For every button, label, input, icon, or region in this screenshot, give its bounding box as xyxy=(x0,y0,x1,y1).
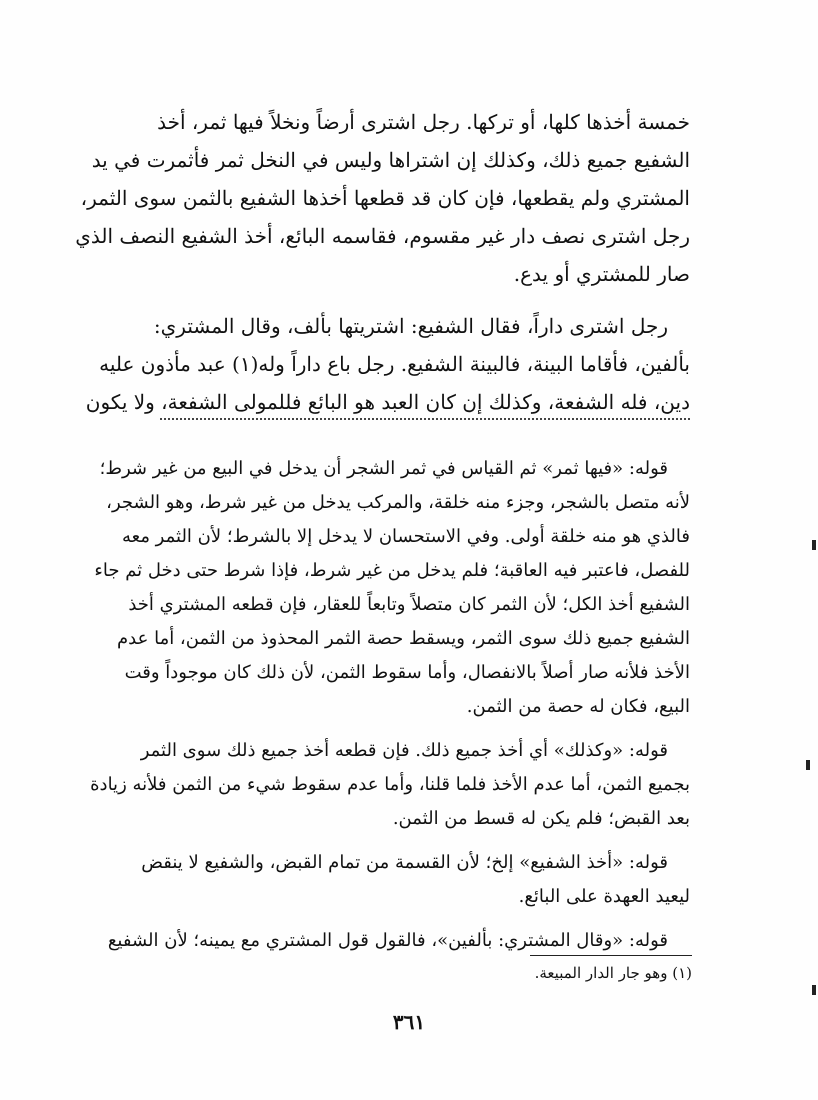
text-line: قوله: «وكذلك» أي أخذ جميع ذلك. فإن قطعه أخذ جميع ذلك سوى الثمر xyxy=(140,740,668,761)
text-line: البيع، فكان له حصة من الثمن. xyxy=(466,696,690,717)
footnote-rule xyxy=(530,955,692,956)
footnote: (١) وهو جار الدار المبيعة. xyxy=(534,964,692,982)
commentary-paragraph-3 xyxy=(141,846,690,914)
section-divider xyxy=(160,418,690,420)
text-line: للفصل، فاعتبر فيه العاقبة؛ فلم يدخل من غير شرط، فإذا شرط حتى دخل ثم جاء xyxy=(94,560,690,581)
text-line: رجل اشترى داراً، فقال الشفيع: اشتريتها بألف، وقال المشتري: xyxy=(153,314,668,338)
text-line: فالذي هو منه خلقة أولى. وفي الاستحسان لا يدخل إلا بالشرط؛ لأن الثمر معه xyxy=(121,526,690,547)
commentary-paragraph-4 xyxy=(107,924,690,958)
text-line: الأخذ فلأنه صار أصلاً بالانفصال، وأما سقوط الثمن، لأن ذلك كان موجوداً وقت xyxy=(124,662,690,683)
main-paragraph-2 xyxy=(85,307,690,421)
text-line: ليعيد العهدة على البائع. xyxy=(518,886,690,907)
text-line: المشتري ولم يقطعها، فإن كان قد قطعها أخذها الشفيع بالثمن سوى الثمر، xyxy=(80,186,690,210)
text-line: دين، فله الشفعة، وكذلك إن كان العبد هو البائع فللمولى الشفعة، ولا يكون xyxy=(85,390,690,414)
scan-edge-mark xyxy=(812,985,816,995)
text-line: قوله: «أخذ الشفيع» إلخ؛ لأن القسمة من تمام القبض، والشفيع لا ينقض xyxy=(141,852,668,873)
text-line: قوله: «فيها ثمر» ثم القياس في ثمر الشجر أن يدخل في البيع من غير شرط؛ xyxy=(99,458,668,479)
text-line: قوله: «وقال المشتري: بألفين»، فالقول قول المشتري مع يمينه؛ لأن الشفيع xyxy=(107,930,668,951)
commentary-paragraph-1 xyxy=(94,452,690,724)
text-line: صار للمشتري أو يدع. xyxy=(513,262,690,286)
text-line: خمسة أخذها كلها، أو تركها. رجل اشترى أرضاً ونخلاً فيها ثمر، أخذ xyxy=(157,110,690,134)
text-line: الشفيع جميع ذلك، وكذلك إن اشتراها وليس في النخل ثمر فأثمرت في يد xyxy=(91,148,690,172)
scan-edge-mark xyxy=(812,540,816,550)
text-line: الشفيع جميع ذلك سوى الثمر، ويسقط حصة الثمر المحذوذ من الثمن، أما عدم xyxy=(117,628,690,649)
text-line: بألفين، فأقاما البينة، فالبينة الشفيع. رجل باع داراً وله(١) عبد مأذون عليه xyxy=(99,352,690,376)
text-line: رجل اشترى نصف دار غير مقسوم، فقاسمه البائع، أخذ الشفيع النصف الذي xyxy=(75,224,690,248)
commentary-paragraph-2 xyxy=(90,734,690,836)
main-text xyxy=(75,103,690,435)
text-line: بعد القبض؛ فلم يكن له قسط من الثمن. xyxy=(392,808,690,829)
commentary-text xyxy=(90,452,690,968)
text-line: الشفيع أخذ الكل؛ لأن الثمر كان متصلاً وتابعاً للعقار، فإن قطعه المشتري أخذ xyxy=(128,594,690,615)
main-paragraph-1 xyxy=(75,103,690,293)
text-line: بجميع الثمن، أما عدم الأخذ فلما قلنا، وأما عدم سقوط شيء من الثمن فلأنه زيادة xyxy=(90,774,690,795)
page-number: ٣٦١ xyxy=(392,1010,426,1034)
scan-edge-mark xyxy=(806,760,810,770)
text-line: لأنه متصل بالشجر، وجزء منه خلقة، والمركب يدخل من غير شرط، وهو الشجر، xyxy=(106,492,690,513)
